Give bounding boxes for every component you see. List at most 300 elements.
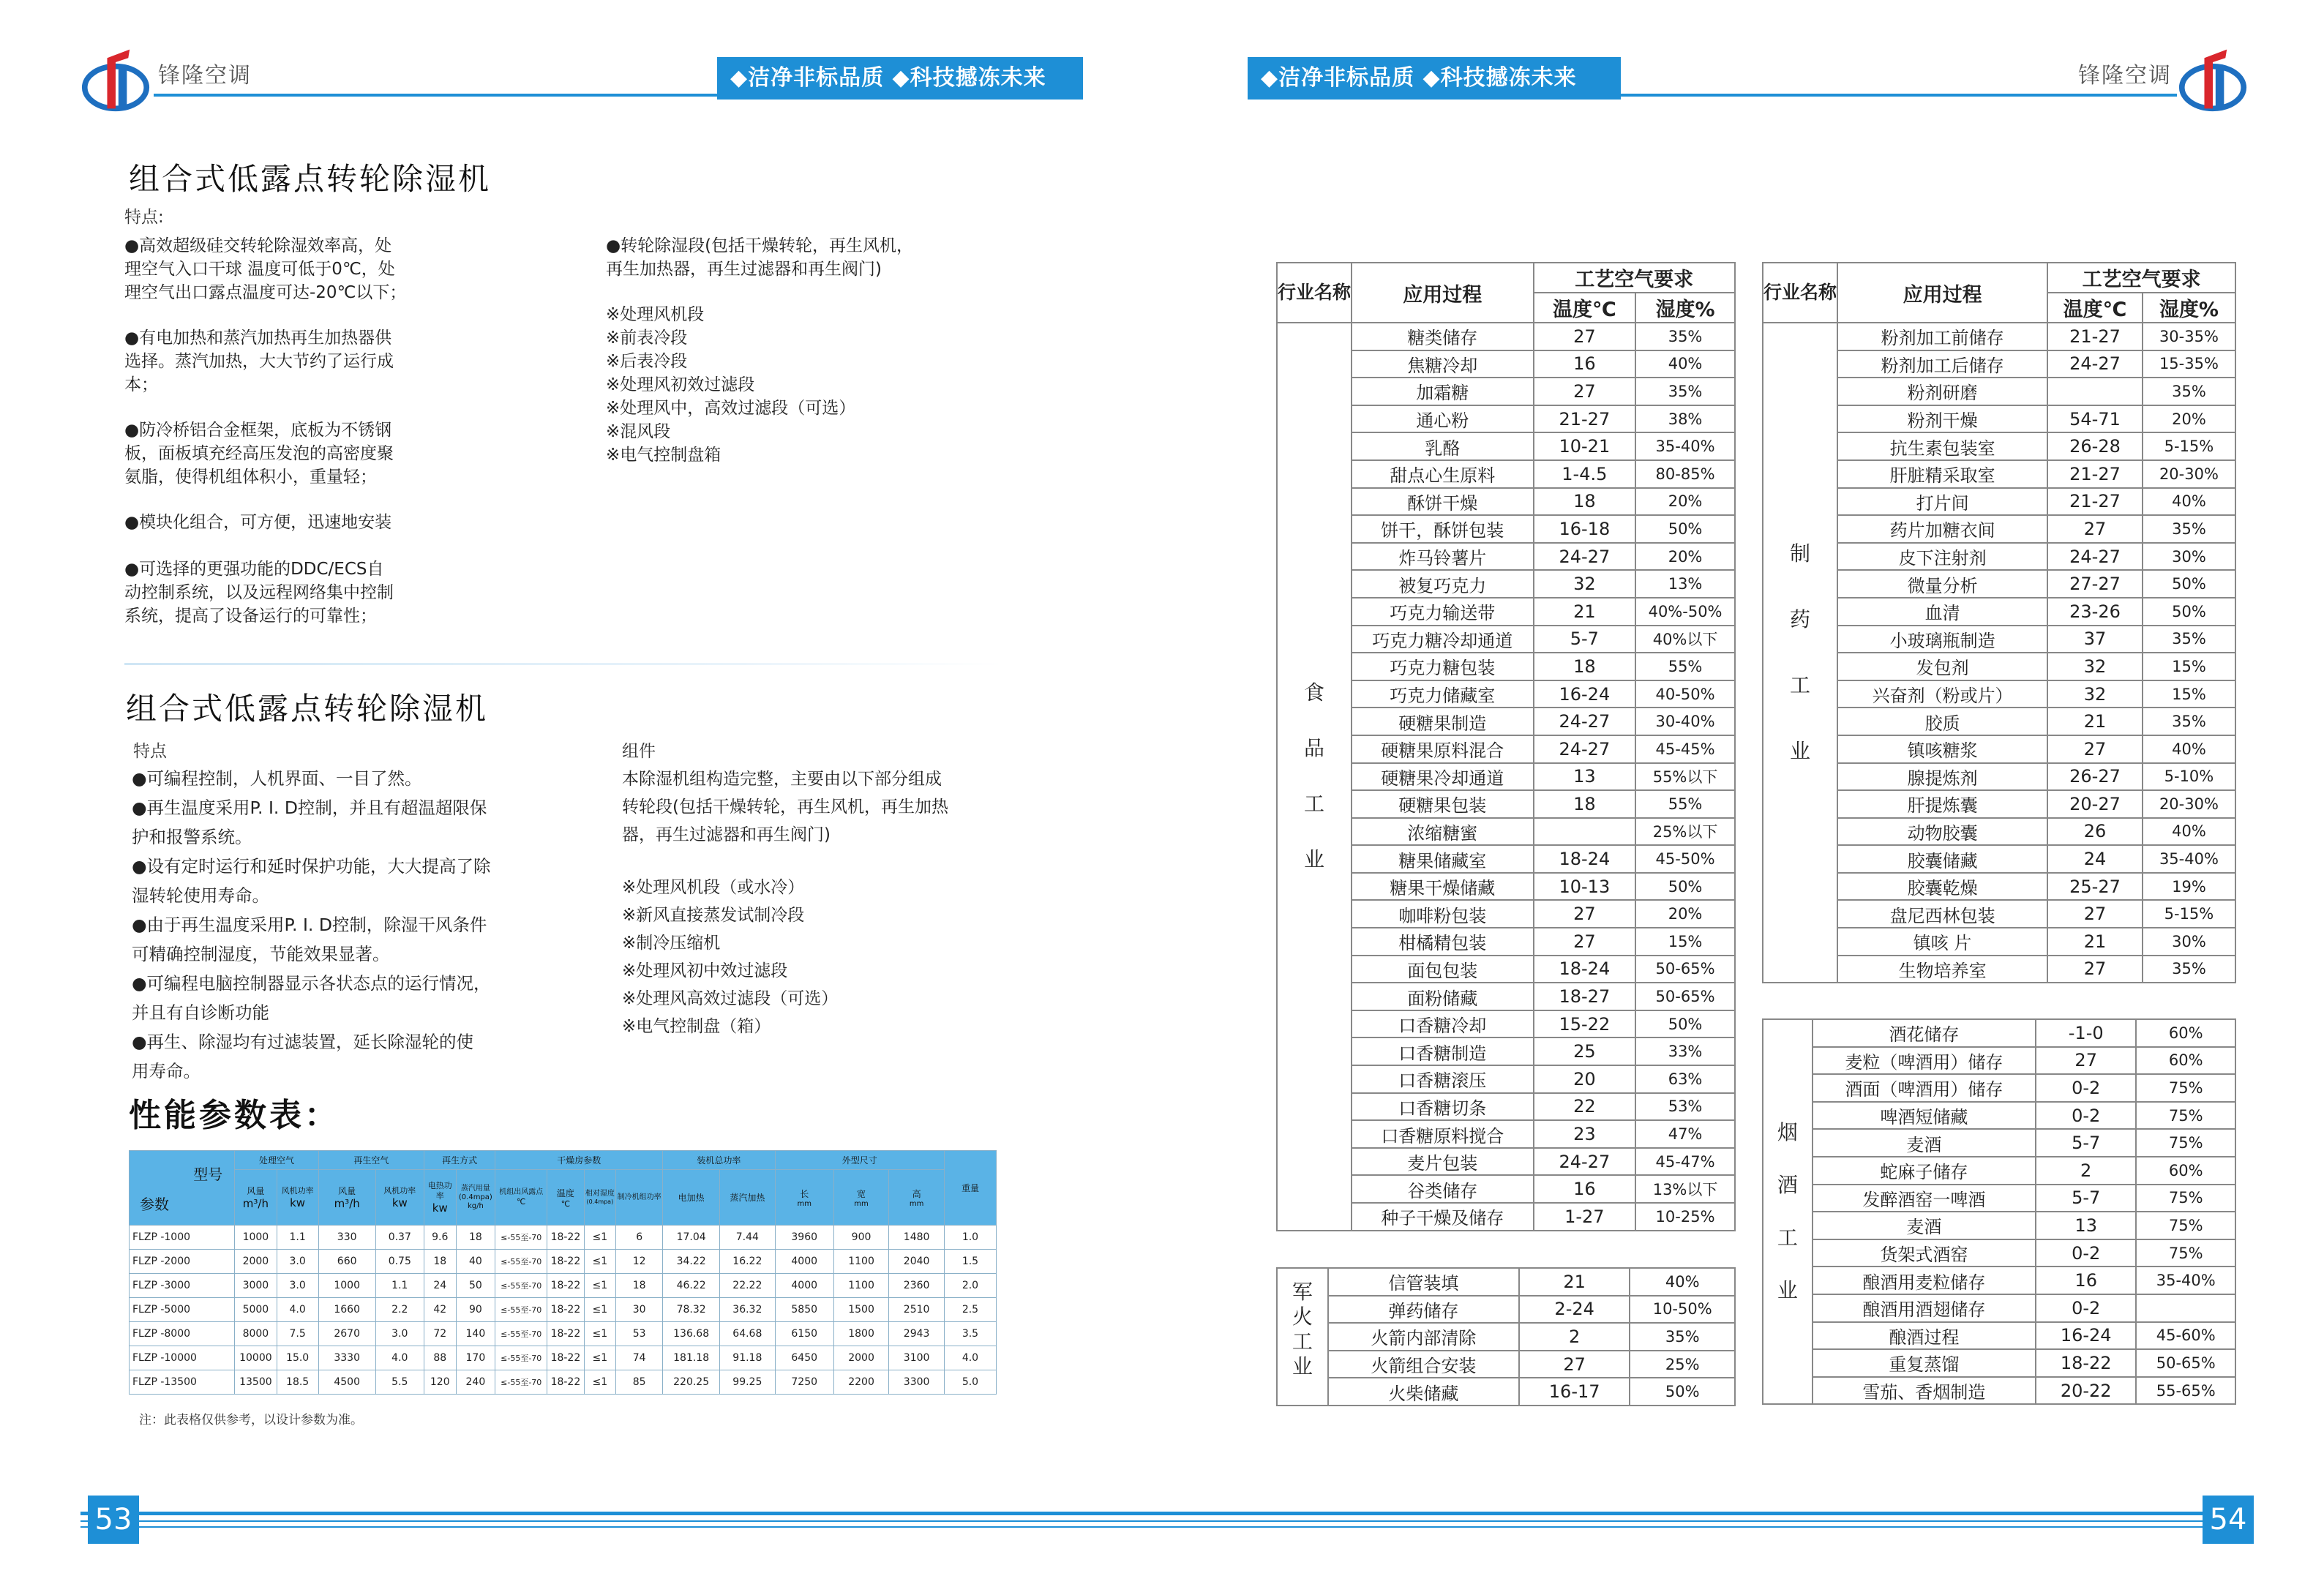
temp-cell: 5-7 [1534, 626, 1636, 653]
perf-cell: 46.22 [663, 1274, 720, 1298]
process-cell: 酿酒用酒翅储存 [1813, 1294, 2036, 1322]
temp-cell: 2-24 [1519, 1296, 1630, 1324]
process-cell: 蛇麻子储存 [1813, 1157, 2036, 1185]
humidity-cell: 75% [2136, 1185, 2235, 1212]
humidity-cell: 35% [1630, 1323, 1735, 1351]
perf-cell: 1000 [235, 1226, 277, 1250]
humidity-cell: 40% [2143, 818, 2235, 846]
perf-cell: 170 [456, 1346, 495, 1370]
temp-cell: 1-4.5 [1534, 460, 1636, 488]
humidity-cell: 47% [1635, 1120, 1735, 1148]
perf-group-regen-air: 再生空气 [318, 1151, 424, 1170]
perf-cell: ≤1 [584, 1298, 616, 1322]
process-cell: 酥饼干燥 [1352, 488, 1534, 516]
table-note: 注：此表格仅供参考，以设计参数为准。 [139, 1413, 363, 1427]
perf-cell: ≤-55至-70 [495, 1226, 547, 1250]
perf-cell: 3.0 [375, 1322, 424, 1346]
process-cell: 巧克力糖冷却通道 [1352, 626, 1534, 653]
process-cell: 巧克力输送带 [1352, 598, 1534, 626]
humidity-cell: 45-60% [2136, 1322, 2235, 1350]
temp-cell: 20-27 [2047, 790, 2143, 818]
humidity-cell: 45-45% [1635, 735, 1735, 763]
process-cell: 酒花储存 [1813, 1019, 2036, 1047]
process-cell: 焦糖冷却 [1352, 350, 1534, 378]
humidity-cell: 60% [2136, 1047, 2235, 1075]
perf-table-title: 性能参数表： [129, 1097, 340, 1134]
table-row [1763, 1185, 2235, 1212]
process-cell: 硬糖果原料混合 [1352, 735, 1534, 763]
temp-cell: 2 [1519, 1323, 1630, 1351]
process-cell: 面粉储藏 [1352, 983, 1534, 1010]
humidity-cell: 25% [1630, 1351, 1735, 1378]
process-cell: 巧克力储藏室 [1352, 680, 1534, 708]
col-requirements-2: 工艺空气要求 [2047, 263, 2235, 293]
process-cell: 盘尼西林包装 [1837, 900, 2047, 928]
process-cell: 抗生素包装室 [1837, 432, 2047, 460]
process-cell: 硬糖果包装 [1352, 790, 1534, 818]
perf-cell: 140 [456, 1322, 495, 1346]
perf-cell: 24 [424, 1274, 457, 1298]
humidity-cell: 75% [2136, 1102, 2235, 1130]
humidity-cell: 30% [2143, 543, 2235, 571]
perf-cell: 22.22 [720, 1274, 776, 1298]
humidity-cell: 20% [1635, 543, 1735, 571]
perf-cell: 15.0 [277, 1346, 318, 1370]
page-number-left: 53 [88, 1496, 139, 1544]
perf-cell: ≤1 [584, 1226, 616, 1250]
temp-cell: 16-17 [1519, 1378, 1630, 1406]
process-cell: 药片加糖衣间 [1837, 515, 2047, 543]
perf-cell: 0.75 [375, 1250, 424, 1274]
perf-cell: 0.37 [375, 1226, 424, 1250]
perf-cell: 53 [616, 1322, 663, 1346]
perf-cell: 2943 [889, 1322, 945, 1346]
col-temp-2: 温度℃ [2047, 293, 2143, 323]
perf-cell: FLZP -10000 [130, 1346, 235, 1370]
section1-feature-5: ●可选择的更强功能的DDC/ECS自 动控制系统，以及远程网络集中控制 系统，提高了设备运行的可靠性； [124, 560, 394, 626]
humidity-cell: 10-50% [1630, 1296, 1735, 1324]
process-cell: 重复蒸馏 [1813, 1349, 2036, 1377]
perf-cell: 3.0 [277, 1250, 318, 1274]
humidity-cell: 50% [1635, 873, 1735, 901]
food-industry-table [1276, 262, 1736, 1231]
perf-col-temp: 温度 ℃ [547, 1170, 584, 1226]
perf-row [130, 1346, 997, 1370]
col-process-2: 应用过程 [1837, 263, 2047, 323]
perf-group-process-air: 处理空气 [235, 1151, 318, 1170]
section1-feature-2: ●有电加热和蒸汽加热再生加热器供 选择。蒸汽加热，大大节约了运行成 本； [124, 329, 394, 394]
temp-cell: 27 [1534, 323, 1636, 350]
table-row [1763, 1239, 2235, 1267]
temp-cell: 26-28 [2047, 432, 2143, 460]
perf-cell: 72 [424, 1322, 457, 1346]
temp-cell: 18-24 [1534, 845, 1636, 873]
humidity-cell: 55-65% [2136, 1377, 2235, 1405]
table-row [1277, 323, 1735, 350]
table-row [1763, 1294, 2235, 1322]
perf-cell: 18-22 [547, 1322, 584, 1346]
process-cell: 微量分析 [1837, 570, 2047, 598]
temp-cell: 24-27 [2047, 350, 2143, 378]
perf-cell: 4000 [775, 1274, 833, 1298]
perf-cell: 7.44 [720, 1226, 776, 1250]
section1-feature-4: ●模块化组合，可方便，迅速地安装 [124, 513, 392, 532]
temp-cell: 26 [2047, 818, 2143, 846]
perf-cell: 3300 [889, 1370, 945, 1395]
humidity-cell: 35-40% [2136, 1267, 2235, 1294]
temp-cell: 16 [2036, 1267, 2136, 1294]
perf-cell: 330 [318, 1226, 375, 1250]
process-cell: 火柴储藏 [1328, 1378, 1519, 1406]
perf-cell: 1480 [889, 1226, 945, 1250]
process-cell: 弹药储存 [1328, 1296, 1519, 1324]
humidity-cell: 20% [2143, 405, 2235, 433]
humidity-cell: 25%以下 [1635, 818, 1735, 846]
humidity-cell: 50% [1635, 515, 1735, 543]
perf-row [130, 1322, 997, 1346]
table-row [1763, 323, 2235, 350]
humidity-cell: 35% [2143, 708, 2235, 735]
perf-cell: 18-22 [547, 1346, 584, 1370]
perf-cell: FLZP -5000 [130, 1298, 235, 1322]
table-row [1277, 1296, 1735, 1324]
humidity-cell [2136, 1294, 2235, 1322]
perf-cell: 18-22 [547, 1370, 584, 1395]
perf-cell: 3.0 [277, 1274, 318, 1298]
perf-cell: 900 [833, 1226, 889, 1250]
humidity-cell: 35% [1635, 323, 1735, 350]
military-table-body [1277, 1268, 1735, 1406]
temp-cell: 21 [1534, 598, 1636, 626]
temp-cell: 5-7 [2036, 1129, 2136, 1157]
humidity-cell: 19% [2143, 873, 2235, 901]
process-cell: 镇咳 片 [1837, 928, 2047, 956]
perf-cell: 1.0 [944, 1226, 996, 1250]
humidity-cell: 35% [2143, 956, 2235, 983]
process-cell: 胶囊乾燥 [1837, 873, 2047, 901]
temp-cell: 21-27 [2047, 460, 2143, 488]
temp-cell: 0-2 [2036, 1294, 2136, 1322]
humidity-cell: 15-35% [2143, 350, 2235, 378]
perf-cell: 8000 [235, 1322, 277, 1346]
section2-components-label: 组件 [622, 742, 656, 761]
process-cell: 谷类储存 [1352, 1175, 1534, 1203]
perf-cell: FLZP -1000 [130, 1226, 235, 1250]
section1-feature-3: ●防冷桥铝合金框架，底板为不锈钢 板，面板填充经高压发泡的高密度聚 氨脂，使得机组体积小，重量轻； [124, 421, 394, 487]
military-industry-table [1276, 1267, 1736, 1406]
perf-cell: 120 [424, 1370, 457, 1395]
temp-cell: 18-24 [1534, 956, 1636, 983]
perf-cell: 10000 [235, 1346, 277, 1370]
performance-table [129, 1150, 997, 1395]
temp-cell: -1-0 [2036, 1019, 2136, 1047]
process-cell: 肝脏精采取室 [1837, 460, 2047, 488]
perf-cell: 1500 [833, 1298, 889, 1322]
perf-group-dimensions: 外型尺寸 [775, 1151, 944, 1170]
perf-cell: 7250 [775, 1370, 833, 1395]
temp-cell: 25-27 [2047, 873, 2143, 901]
humidity-cell: 20-30% [2143, 790, 2235, 818]
perf-cell: 6150 [775, 1322, 833, 1346]
perf-cell: 18 [456, 1226, 495, 1250]
perf-cell: 13500 [235, 1370, 277, 1395]
perf-cell: FLZP -2000 [130, 1250, 235, 1274]
table-row [1763, 1019, 2235, 1047]
temp-cell: 24-27 [1534, 708, 1636, 735]
process-cell: 麦酒 [1813, 1212, 2036, 1239]
perf-cell: 5.0 [944, 1370, 996, 1395]
humidity-cell: 35% [1635, 378, 1735, 405]
temp-cell: 2 [2036, 1157, 2136, 1185]
humidity-cell: 35% [2143, 626, 2235, 653]
perf-cell: 34.22 [663, 1250, 720, 1274]
table-row [1763, 1322, 2235, 1350]
process-cell: 硬糖果冷却通道 [1352, 763, 1534, 791]
table-row [1763, 1267, 2235, 1294]
footer-line [80, 1512, 2217, 1515]
perf-cell: 1100 [833, 1274, 889, 1298]
perf-cell: 2670 [318, 1322, 375, 1346]
humidity-cell: 40% [1635, 350, 1735, 378]
perf-cell: 2040 [889, 1250, 945, 1274]
temp-cell [2047, 378, 2143, 405]
temp-cell: 13 [2036, 1212, 2136, 1239]
temp-cell: 37 [2047, 626, 2143, 653]
process-cell: 雪茄、香烟制造 [1813, 1377, 2036, 1405]
perf-cell: 3330 [318, 1346, 375, 1370]
temp-cell: 21 [1519, 1268, 1630, 1296]
table-row [1763, 1047, 2235, 1075]
brand-name: 锋隆空调 [158, 63, 252, 89]
temp-cell: 54-71 [2047, 405, 2143, 433]
humidity-cell: 50% [1635, 1010, 1735, 1038]
humidity-cell: 50% [2143, 570, 2235, 598]
perf-cell: 18.5 [277, 1370, 318, 1395]
humidity-cell: 63% [1635, 1065, 1735, 1093]
perf-cell: 660 [318, 1250, 375, 1274]
temp-cell: 22 [1534, 1093, 1636, 1121]
process-cell: 柑橘精包装 [1352, 928, 1534, 956]
process-cell: 粉剂加工后储存 [1837, 350, 2047, 378]
perf-cell: 2200 [833, 1370, 889, 1395]
perf-cell: 7.5 [277, 1322, 318, 1346]
humidity-cell: 60% [2136, 1019, 2235, 1047]
perf-col-electric: 电热功率 kw [424, 1170, 457, 1226]
col-humidity-2: 湿度% [2143, 293, 2235, 323]
temp-cell: 18-22 [2036, 1349, 2136, 1377]
temp-cell: 5-7 [2036, 1185, 2136, 1212]
humidity-cell: 15% [2143, 653, 2235, 680]
temp-cell: 13 [1534, 763, 1636, 791]
perf-cell: 1000 [318, 1274, 375, 1298]
humidity-cell: 75% [2136, 1129, 2235, 1157]
company-logo-right [2178, 44, 2248, 114]
humidity-cell: 13% [1635, 570, 1735, 598]
col-temp: 温度℃ [1534, 293, 1636, 323]
temp-cell: 18-27 [1534, 983, 1636, 1010]
temp-cell: 24-27 [1534, 1148, 1636, 1176]
temp-cell: 16 [1534, 1175, 1636, 1203]
humidity-cell: 75% [2136, 1239, 2235, 1267]
humidity-cell: 15% [2143, 680, 2235, 708]
perf-cell: 74 [616, 1346, 663, 1370]
temp-cell: 20-22 [2036, 1377, 2136, 1405]
military-industry-label: 军火工业 [1277, 1268, 1328, 1406]
perf-cell: ≤-55至-70 [495, 1322, 547, 1346]
perf-group-regen-mode: 再生方式 [424, 1151, 495, 1170]
process-cell: 镇咳糖浆 [1837, 735, 2047, 763]
perf-cell: 3000 [235, 1274, 277, 1298]
perf-cell: 5000 [235, 1298, 277, 1322]
perf-cell: 99.25 [720, 1370, 776, 1395]
process-cell: 啤酒短储藏 [1813, 1102, 2036, 1130]
perf-cell: 78.32 [663, 1298, 720, 1322]
footer-line-thin-2 [80, 1526, 2217, 1528]
perf-cell: 3960 [775, 1226, 833, 1250]
process-cell: 糖果干燥储藏 [1352, 873, 1534, 901]
temp-cell: 16-24 [1534, 680, 1636, 708]
table-row [1763, 1074, 2235, 1102]
temp-cell: 27 [2047, 735, 2143, 763]
perf-cell: 42 [424, 1298, 457, 1322]
process-cell: 小玻璃瓶制造 [1837, 626, 2047, 653]
process-cell: 酿酒过程 [1813, 1322, 2036, 1350]
humidity-cell: 5-15% [2143, 432, 2235, 460]
perf-col-length: 长 mm [775, 1170, 833, 1226]
perf-cell: 91.18 [720, 1346, 776, 1370]
perf-cell: 4000 [775, 1250, 833, 1274]
humidity-cell: 15% [1635, 928, 1735, 956]
humidity-cell: 35-40% [2143, 845, 2235, 873]
humidity-cell: 40% [1630, 1268, 1735, 1296]
section1-sections: ※处理风机段 ※前表冷段 ※后表冷段 ※处理风初效过滤段 ※处理风中，高效过滤段（可选） ※混风段 ※电气控制盘箱 [606, 305, 856, 465]
perf-cell: 6 [616, 1226, 663, 1250]
tobacco-industry-label: 烟酒工业 [1763, 1019, 1813, 1404]
process-cell: 胶质 [1837, 708, 2047, 735]
page-number-right: 54 [2203, 1496, 2254, 1544]
perf-col-height: 高 mm [889, 1170, 945, 1226]
perf-cell: 90 [456, 1298, 495, 1322]
perf-col-steam: 蒸汽用量(0.4mpa) kg/h [456, 1170, 495, 1226]
temp-cell: 26-27 [2047, 763, 2143, 791]
process-cell: 动物胶囊 [1837, 818, 2047, 846]
temp-cell: 27 [2047, 956, 2143, 983]
temp-cell: 18 [1534, 653, 1636, 680]
section2-title: 组合式低露点转轮除湿机 [126, 691, 489, 727]
process-cell: 胶囊储藏 [1837, 845, 2047, 873]
process-cell: 血清 [1837, 598, 2047, 626]
perf-cell: ≤1 [584, 1250, 616, 1274]
humidity-cell: 30-35% [2143, 323, 2235, 350]
humidity-cell: 20-30% [2143, 460, 2235, 488]
perf-col-regen-airflow: 风量 m³/h [318, 1170, 375, 1226]
perf-group-power: 装机总功率 [663, 1151, 775, 1170]
humidity-cell: 10-25% [1635, 1203, 1735, 1231]
humidity-cell: 13%以下 [1635, 1175, 1735, 1203]
temp-cell: 32 [2047, 680, 2143, 708]
temp-cell: 0-2 [2036, 1074, 2136, 1102]
perf-cell: 64.68 [720, 1322, 776, 1346]
process-cell: 乳酪 [1352, 432, 1534, 460]
perf-cell: 18 [616, 1274, 663, 1298]
perf-cell: 181.18 [663, 1346, 720, 1370]
humidity-cell: 40-50% [1635, 680, 1735, 708]
perf-cell: 16.22 [720, 1250, 776, 1274]
perf-group-dryroom: 干燥房参数 [495, 1151, 663, 1170]
humidity-cell: 20% [1635, 900, 1735, 928]
perf-cell: ≤1 [584, 1274, 616, 1298]
process-cell: 糖果储藏室 [1352, 845, 1534, 873]
perf-cell: ≤1 [584, 1346, 616, 1370]
section2-sections: ※处理风机段（或水冷） ※新风直接蒸发试制冷段 ※制冷压缩机 ※处理风初中效过滤段 ※处理风高效过滤段（可选） ※电气控制盘（箱） [622, 878, 839, 1036]
process-cell: 炸马铃薯片 [1352, 543, 1534, 571]
process-cell: 兴奋剂（粉或片） [1837, 680, 2047, 708]
table-row [1277, 1323, 1735, 1351]
process-cell: 被复巧克力 [1352, 570, 1534, 598]
table-row [1763, 1102, 2235, 1130]
process-cell: 口香糖制造 [1352, 1037, 1534, 1065]
process-cell: 浓缩糖蜜 [1352, 818, 1534, 846]
brand-name-right: 锋隆空调 [2078, 63, 2172, 89]
perf-cell: 50 [456, 1274, 495, 1298]
process-cell: 发醉酒窑一啤酒 [1813, 1185, 2036, 1212]
col-process: 应用过程 [1352, 263, 1534, 323]
humidity-cell: 55% [1635, 653, 1735, 680]
humidity-cell: 50% [2143, 598, 2235, 626]
perf-cell: 4500 [318, 1370, 375, 1395]
section1-title: 组合式低露点转轮除湿机 [129, 161, 492, 197]
col-industry: 行业名称 [1277, 263, 1352, 323]
perf-row [130, 1298, 997, 1322]
perf-cell: 240 [456, 1370, 495, 1395]
perf-col-rh: 相对湿度 (0.4mpa) [584, 1170, 616, 1226]
process-cell: 发包剂 [1837, 653, 2047, 680]
perf-cell: ≤-55至-70 [495, 1250, 547, 1274]
temp-cell: 25 [1534, 1037, 1636, 1065]
humidity-cell: 45-47% [1635, 1148, 1735, 1176]
humidity-cell: 50-65% [1635, 983, 1735, 1010]
process-cell: 通心粉 [1352, 405, 1534, 433]
perf-cell: ≤-55至-70 [495, 1298, 547, 1322]
perf-cell: ≤1 [584, 1322, 616, 1346]
perf-cell: 2.0 [944, 1274, 996, 1298]
process-cell: 糖类储存 [1352, 323, 1534, 350]
pharma-industry-table [1762, 262, 2236, 983]
table-row [1277, 1378, 1735, 1406]
process-cell: 火箭内部清除 [1328, 1323, 1519, 1351]
process-cell: 麦酒 [1813, 1129, 2036, 1157]
humidity-cell: 30% [2143, 928, 2235, 956]
slogan-banner-right: ◆洁净非标品质 ◆科技撼冻未来 [1248, 57, 1621, 100]
process-cell: 粉剂研磨 [1837, 378, 2047, 405]
perf-cell: 18 [424, 1250, 457, 1274]
process-cell: 粉剂干燥 [1837, 405, 2047, 433]
temp-cell: 15-22 [1534, 1010, 1636, 1038]
humidity-cell: 30-40% [1635, 708, 1735, 735]
process-cell: 打片间 [1837, 488, 2047, 516]
temp-cell: 21 [2047, 928, 2143, 956]
temp-cell: 27 [2047, 515, 2143, 543]
perf-cell: 2000 [235, 1250, 277, 1274]
temp-cell: 0-2 [2036, 1239, 2136, 1267]
process-cell: 口香糖原料搅合 [1352, 1120, 1534, 1148]
col-industry-2: 行业名称 [1763, 263, 1837, 323]
humidity-cell: 53% [1635, 1093, 1735, 1121]
temp-cell: 10-21 [1534, 432, 1636, 460]
perf-col-chiller: 制冷机组功率 [616, 1170, 663, 1226]
process-cell: 口香糖切条 [1352, 1093, 1534, 1121]
pharma-industry-label: 制药工业 [1763, 323, 1837, 983]
